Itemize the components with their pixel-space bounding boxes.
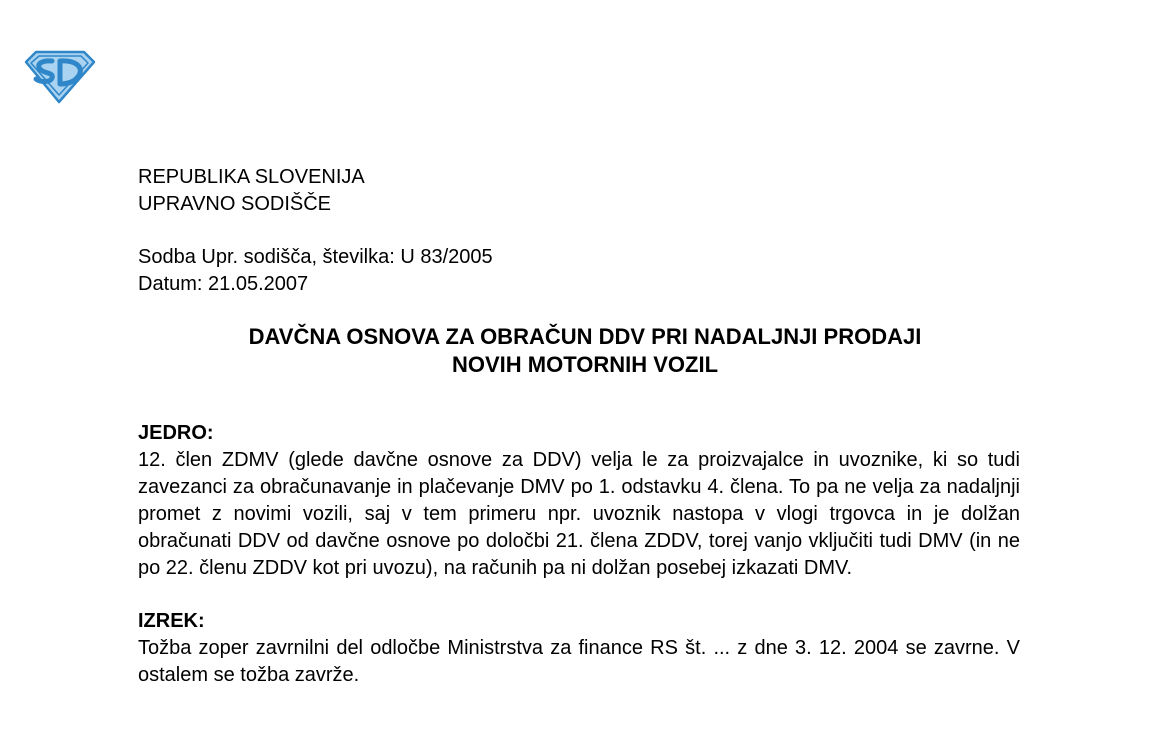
title-line-1: DAVČNA OSNOVA ZA OBRAČUN DDV PRI NADALJNJI PRODAJI [248, 324, 922, 349]
case-number: Sodba Upr. sodišča, številka: U 83/2005 [138, 246, 493, 268]
jedro-text: 12. člen ZDMV (glede davčne osnove za DDV) velja le za proizvajalce in uvoznike, ki so tudi zavezanci za obračunavanje in plačevanje DMV po 1. odstavku 4. člena. To pa ne velja za nadaljnji promet z novimi vozili, saj v tem primeru npr. uvoznik nastopa v vlogi trgovca in je dolžan obračunati DDV od davčne osnove po določbi 21. člena ZDDV, torej vanjo vključiti tudi DMV (in ne po 22. členu ZDDV kot pri uvozu), na računih pa ni dolžan posebej izkazati DMV. [138, 449, 1020, 579]
case-date: Datum: 21.05.2007 [138, 273, 309, 295]
document-title [150, 323, 1020, 379]
title-line-2: NOVIH MOTORNIH VOZIL [451, 352, 719, 377]
header-country: REPUBLIKA SLOVENIJA [138, 166, 365, 188]
header-court: UPRAVNO SODIŠČE [138, 193, 331, 215]
document-body [138, 164, 1020, 689]
izrek-text: Tožba zoper zavrnilni del odločbe Ministrstva za finance RS št. ... z dne 3. 12. 2004 se zavrne. V ostalem se tožba zavrže. [138, 637, 1020, 686]
court-logo-icon [22, 48, 96, 104]
jedro-heading: JEDRO: [138, 422, 214, 444]
izrek-heading: IZREK: [138, 610, 205, 632]
